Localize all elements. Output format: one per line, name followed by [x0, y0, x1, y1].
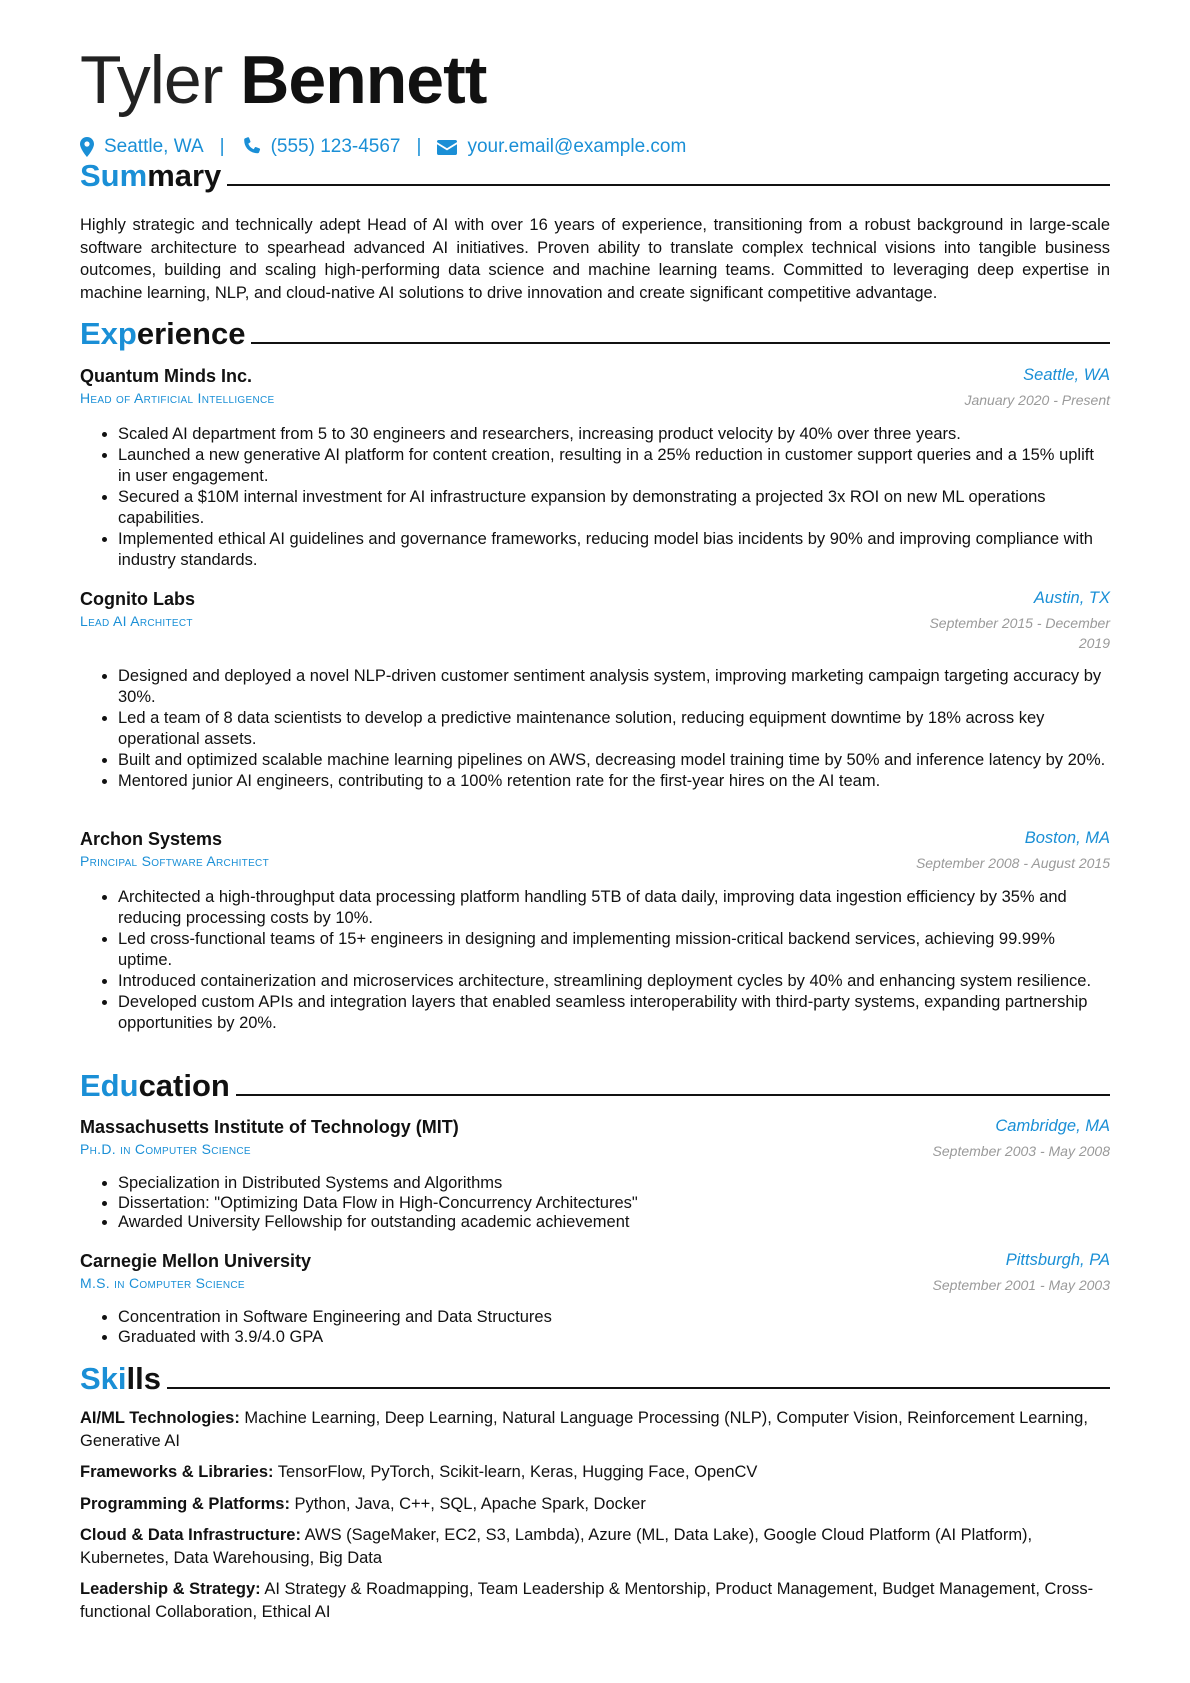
degree: Ph.D. in Computer Science: [80, 1141, 251, 1157]
section-title: [80, 316, 251, 352]
section-title-rest: cation: [138, 1068, 230, 1103]
email-link: your.email@example.com: [467, 136, 687, 157]
skills-list: [80, 1407, 1110, 1632]
skill-category: AI/ML Technologies:: [80, 1409, 240, 1427]
skill-row: [80, 1578, 1110, 1623]
company-name: Cognito Labs: [80, 589, 195, 609]
skill-row: [80, 1461, 1110, 1484]
job-dates: January 2020 - Present: [964, 392, 1110, 408]
list-item: • Led a team of 8 data scientists to develop a predictive maintenance solution, reducing equipment downtime by 18% across key operational assets.: [118, 708, 1110, 750]
job-title: Head of Artificial Intelligence: [80, 390, 275, 406]
job-title: Lead AI Architect: [80, 613, 193, 629]
first-name: Tyler: [80, 42, 223, 118]
phone-icon: [241, 137, 261, 157]
list-item: • Led cross-functional teams of 15+ engineers in designing and implementing mission-critical backend services, achieving 99.99% uptime.: [118, 929, 1110, 971]
education-dates: September 2001 - May 2003: [932, 1277, 1110, 1293]
section-rule: [236, 1094, 1110, 1096]
section-title-accent: Ski: [80, 1361, 127, 1396]
section-title-accent: Edu: [80, 1068, 139, 1103]
education-bullets: [100, 1308, 1110, 1347]
section-education-heading: [80, 1066, 1110, 1106]
skill-category: Programming & Platforms:: [80, 1494, 290, 1513]
list-item: • Architected a high-throughput data processing platform handling 5TB of data daily, improving data ingestion efficiency by 35% and reducing processing costs by 10%.: [118, 887, 1110, 929]
section-title-rest: mary: [147, 158, 222, 193]
experience-entry-header: [80, 366, 1110, 406]
list-item: • Concentration in Software Engineering and Data Structures: [118, 1308, 1110, 1328]
contact-separator: |: [219, 136, 225, 157]
envelope-icon: [437, 140, 457, 155]
section-rule: [227, 184, 1110, 186]
skill-values: AI Strategy & Roadmapping, Team Leadership & Mentorship, Product Management, Budget Management, Cross-functional Collaboration, Ethical AI: [80, 1580, 1094, 1621]
contact-phone[interactable]: [241, 136, 401, 158]
school-location: Pittsburgh, PA: [1005, 1251, 1110, 1269]
school-location: Cambridge, MA: [995, 1117, 1110, 1135]
skill-values: Machine Learning, Deep Learning, Natural Language Processing (NLP), Computer Vision, Reinforcement Learning, Generative AI: [80, 1409, 1088, 1450]
company-name: Quantum Minds Inc.: [80, 366, 253, 386]
section-title: [80, 158, 227, 194]
job-location: Austin, TX: [1033, 589, 1110, 607]
job-dates: September 2015 - December 2019: [929, 615, 1110, 651]
list-item: • Mentored junior AI engineers, contributing to a 100% retention rate for the first-year hires on the AI team.: [118, 771, 1110, 792]
summary-text: Highly strategic and technically adept Head of AI with over 16 years of experience, transitioning from a robust background in large-scale software architecture to spearhead advanced AI initiatives. Proven ability to translate complex technical visions into tangible business outcomes, building and scaling high-performing data science and machine learning teams. Committed to leveraging deep expertise in machine learning, NLP, and cloud-native AI solutions to drive innovation and create significant competitive advantage.: [80, 216, 1110, 303]
section-experience-heading: [80, 314, 1110, 354]
section-title-rest: lls: [126, 1361, 161, 1396]
list-item: • Developed custom APIs and integration layers that enabled seamless interoperability with third-party systems, expanding partnership opportunities by 20%.: [118, 992, 1110, 1034]
candidate-name: [80, 40, 486, 120]
job-location: Seattle, WA: [1023, 366, 1110, 384]
last-name: Bennett: [240, 42, 487, 118]
education-entry-header: [80, 1117, 1110, 1157]
school-name: Carnegie Mellon University: [80, 1251, 312, 1271]
job-title: Principal Software Architect: [80, 853, 269, 869]
list-item: • Scaled AI department from 5 to 30 engineers and researchers, increasing product velocity by 40% over three years.: [118, 424, 1110, 445]
company-name: Archon Systems: [80, 829, 223, 849]
experience-entry-header: [80, 829, 1110, 869]
contact-separator: |: [416, 136, 422, 157]
education-bullets: [100, 1174, 1110, 1233]
skill-values: AWS (SageMaker, EC2, S3, Lambda), Azure (ML, Data Lake), Google Cloud Platform (AI Platform), Kubernetes, Data Warehousing, Big Data: [80, 1526, 1033, 1567]
list-item: • Introduced containerization and microservices architecture, streamlining deployment cycles by 40% and enhancing system resilience.: [118, 971, 1110, 992]
skill-values: TensorFlow, PyTorch, Scikit-learn, Keras, Hugging Face, OpenCV: [277, 1463, 758, 1481]
section-summary-heading: [80, 156, 1110, 196]
section-rule: [251, 342, 1110, 344]
education-entry-header: [80, 1251, 1110, 1291]
section-title-accent: Sum: [80, 158, 148, 193]
list-item: • Implemented ethical AI guidelines and governance frameworks, reducing model bias incidents by 90% and improving compliance with industry standards.: [118, 529, 1110, 571]
list-item: • Secured a $10M internal investment for AI infrastructure expansion by demonstrating a projected 3x ROI on new ML operations capabilities.: [118, 487, 1110, 529]
section-title-accent: Exp: [80, 316, 137, 351]
skill-row: [80, 1407, 1110, 1452]
phone-text: (555) 123-4567: [270, 136, 401, 157]
list-item: • Graduated with 3.9/4.0 GPA: [118, 1328, 1110, 1348]
experience-bullets: [100, 666, 1110, 792]
list-item: • Built and optimized scalable machine learning pipelines on AWS, decreasing model training time by 50% and inference latency by 20%.: [118, 750, 1110, 771]
skill-category: Cloud & Data Infrastructure:: [80, 1526, 301, 1544]
contact-location: [80, 136, 204, 158]
section-title-rest: erience: [136, 316, 246, 351]
list-item: • Dissertation: "Optimizing Data Flow in High-Concurrency Architectures": [118, 1194, 1110, 1214]
section-title: [80, 1361, 167, 1397]
job-dates: September 2008 - August 2015: [915, 855, 1110, 871]
skill-category: Frameworks & Libraries:: [80, 1463, 274, 1481]
skill-values: Python, Java, C++, SQL, Apache Spark, Docker: [294, 1494, 646, 1513]
education-dates: September 2003 - May 2008: [932, 1143, 1110, 1159]
section-rule: [167, 1387, 1110, 1389]
job-location: Boston, MA: [1024, 829, 1110, 847]
degree: M.S. in Computer Science: [80, 1275, 245, 1291]
school-name: Massachusetts Institute of Technology (MIT): [80, 1117, 459, 1137]
section-skills-heading: [80, 1359, 1110, 1399]
section-title: [80, 1068, 236, 1104]
experience-bullets: [100, 424, 1110, 571]
experience-bullets: [100, 887, 1110, 1034]
list-item: • Designed and deployed a novel NLP-driven customer sentiment analysis system, improving marketing campaign targeting accuracy by 30%.: [118, 666, 1110, 708]
list-item: • Awarded University Fellowship for outstanding academic achievement: [118, 1213, 1110, 1233]
contact-email[interactable]: [437, 136, 686, 158]
experience-entry-header: [80, 589, 1110, 649]
list-item: • Specialization in Distributed Systems and Algorithms: [118, 1174, 1110, 1194]
location-text: Seattle, WA: [104, 136, 204, 157]
skill-category: Leadership & Strategy:: [80, 1580, 261, 1598]
list-item: • Launched a new generative AI platform for content creation, resulting in a 25% reduction in customer support queries and a 15% uplift in user engagement.: [118, 445, 1110, 487]
map-pin-icon: [80, 137, 94, 157]
skill-row: [80, 1493, 1110, 1516]
skill-row: [80, 1524, 1110, 1569]
